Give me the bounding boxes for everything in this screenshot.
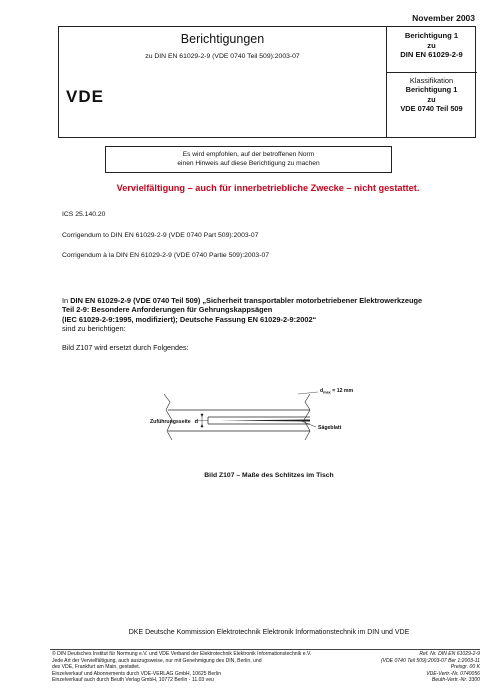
document-title: Berichtigungen [180,32,265,46]
reproduction-warning: Vervielfältigung – auch für innerbetriebliche Zwecke – nicht gestattet. [116,183,420,193]
classification-box [387,76,476,113]
box-line: DIN EN 61029-2-9 [400,50,463,59]
box-line: zu [427,94,436,104]
dmax-label: $d_{max} = 12$ mm [320,388,354,395]
header-divider-horizontal [386,72,477,73]
paragraph-line: (IEC 61029-2-9:1995, modifiziert); Deutsche Fassung EN 61029-2-9:2002“ [62,314,317,324]
replacement-note: Bild Z107 wird ersetzt durch Folgendes: [62,343,189,352]
notice-line: einen Hinweis auf diese Berichtigung zu machen [177,159,320,167]
slot-width-label: d [194,419,198,425]
box-line: zu [427,40,436,50]
document-subtitle: zu DIN EN 61029-2-9 (VDE 0740 Teil 509):2003-07 [145,53,300,60]
corrigendum-box-din [387,31,476,60]
footer-copyright [52,651,372,684]
paragraph-line: Teil 2-9: Besondere Anforderungen für Gehrungskappsägen [62,305,273,315]
header-frame [58,26,476,138]
footer-line: Einzelverkauf auch durch Beuth Verlag GmbH, 10772 Berlin - 11.03 veu [52,677,214,684]
footer-reference [340,651,480,684]
footer-line: © DIN Deutsches Institut für Normung e.V. und VDE Verband der Elektrotechnik Elektronik Informationstechnik e.V. [52,651,312,657]
paragraph-line: sind zu berichtigen: [62,324,126,334]
footer-line: Preisgr. 00 K [450,664,480,671]
box-line: Berichtigung 1 [404,31,459,40]
footer-line: Jede Art der Vervielfältigung, auch auszugsweise, nur mit Genehmigung des DIN, Berlin, und [52,657,262,664]
footer-line: Ref. Nr. DIN EN 61029-2-9 [419,651,480,657]
notice-box [105,146,392,173]
publication-date: November 2003 [412,13,475,23]
box-line: VDE 0740 Teil 509 [400,103,463,113]
vde-logo [59,87,111,105]
feed-side-label: Zuführungsseite [150,419,191,425]
footer-line: (VDE 0740 Teil 509):2003-07 Ber 1:2003-11 [380,657,480,664]
corrigendum-english: Corrigendum to DIN EN 61029-2-9 (VDE 0740 Part 509):2003-07 [62,232,259,239]
corrigendum-french: Corrigendum à la DIN EN 61029-2-9 (VDE 0740 Partie 509):2003-07 [62,252,270,259]
svg-text:VDE: VDE [66,87,104,105]
notice-line: Es wird empfohlen, auf der betroffenen Norm [182,151,315,158]
dke-line: DKE Deutsche Kommission Elektrotechnik Elektronik Informationstechnik im DIN und VDE [128,629,410,636]
correction-paragraph [62,296,476,334]
footer-line: des VDE, Frankfurt am Main, gestattet. [52,664,141,671]
box-line: Berichtigung 1 [405,85,458,95]
figure-caption: Bild Z107 – Maße des Schlitzes im Tisch [204,472,334,479]
footer-rule [50,649,480,650]
footer-line: VDE-Vertr.-Nr. 0740056 [426,670,480,677]
classification-label: Klassifikation [409,76,454,85]
paragraph-line: In DIN EN 61029-2-9 (VDE 0740 Teil 509) „Sicherheit transportabler motorbetriebener Elektrowerkzeuge [62,296,423,305]
footer-line: Einzelverkauf und Abonnements durch VDE-VERLAG GmbH, 10625 Berlin [52,670,222,677]
saw-blade-label: Sägeblatt [318,425,342,431]
ics-code: ICS 25.140.20 [62,211,106,218]
footer-line: Beuth-Vertr.-Nr. 3300 [431,677,480,684]
slot-figure [150,380,360,455]
